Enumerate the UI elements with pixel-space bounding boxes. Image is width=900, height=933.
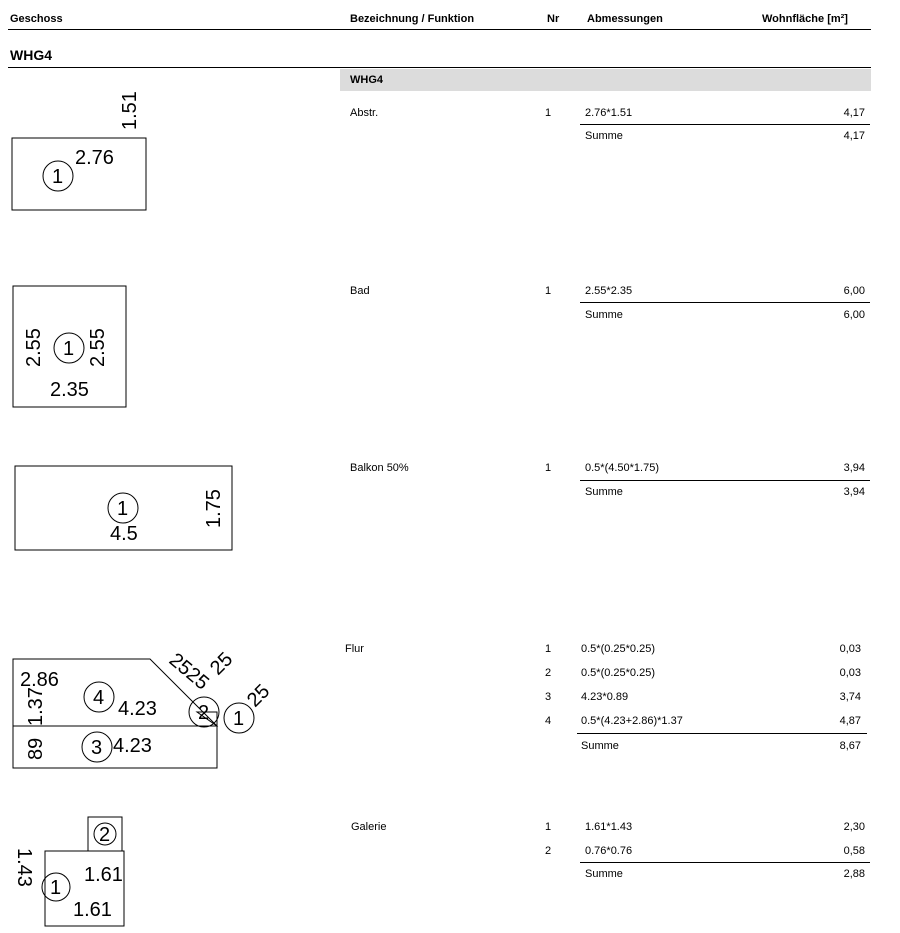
dim-bottom: 1.61 — [73, 899, 112, 921]
row-dim: 2.55*2.35 — [585, 285, 633, 297]
room-name: Flur — [345, 643, 364, 655]
dim-side-a: 1.37 — [25, 687, 47, 726]
sum-label: Summe — [585, 868, 623, 880]
sum-label: Summe — [585, 130, 623, 142]
sum-label: Summe — [581, 740, 619, 752]
row-nr: 4 — [544, 715, 552, 727]
room-marker-1-number: 1 — [50, 877, 62, 899]
row-dim: 0.5*(4.23+2.86)*1.37 — [581, 715, 683, 727]
row-area: 3,74 — [839, 691, 861, 703]
room-marker-1-number: 1 — [233, 708, 245, 730]
col-geschoss: Geschoss — [10, 13, 63, 25]
col-nr: Nr — [547, 13, 560, 25]
room-marker-number: 1 — [63, 338, 75, 360]
room-marker-2-number: 2 — [99, 824, 111, 846]
row-nr: 2 — [544, 667, 552, 679]
dim-height: 1.51 — [119, 91, 141, 130]
row-nr: 1 — [544, 821, 552, 833]
sketch-flur — [13, 648, 274, 768]
dim-top: 1.61 — [84, 864, 123, 886]
sketch-canvas — [0, 0, 330, 933]
row-area: 6,00 — [843, 285, 865, 297]
room-marker-2-number: 2 — [198, 702, 210, 724]
sum-rule — [580, 302, 870, 303]
dim-width: 2.76 — [75, 147, 114, 169]
room-marker-3-number: 3 — [91, 737, 103, 759]
sum-value: 2,88 — [843, 868, 865, 880]
section-band-label: WHG4 — [350, 74, 383, 86]
room-name: Balkon 50% — [350, 462, 409, 474]
row-dim: 4.23*0.89 — [581, 691, 629, 703]
dim-left: 2.55 — [23, 328, 45, 367]
col-bezeichnung: Bezeichnung / Funktion — [350, 13, 475, 25]
dim-side-b: 89 — [25, 737, 47, 760]
dim-w3: 4.23 — [113, 735, 152, 757]
sum-label: Summe — [585, 309, 623, 321]
row-dim: 2.76*1.51 — [585, 107, 633, 119]
sum-rule — [580, 480, 870, 481]
row-dim: 1.61*1.43 — [585, 821, 633, 833]
section-band — [340, 69, 871, 91]
row-area: 2,30 — [843, 821, 865, 833]
dim-width: 4.5 — [110, 523, 138, 545]
row-area: 0,58 — [843, 845, 865, 857]
sum-rule — [577, 733, 867, 734]
room-name: Galerie — [351, 821, 387, 833]
room-marker-number: 1 — [52, 166, 64, 188]
dim-bottom: 2.35 — [50, 379, 89, 401]
row-area: 0,03 — [839, 667, 861, 679]
section-title: WHG4 — [10, 47, 52, 63]
sum-rule — [580, 862, 870, 863]
sum-value: 6,00 — [843, 309, 865, 321]
sketch-galerie — [13, 817, 124, 926]
dim-diagonal: 2525 — [164, 648, 214, 695]
sketch-bad — [13, 286, 126, 407]
sum-rule — [580, 124, 870, 125]
row-area: 0,03 — [839, 643, 861, 655]
row-dim: 0.5*(4.50*1.75) — [585, 462, 659, 474]
sum-value: 4,17 — [843, 130, 865, 142]
row-nr: 1 — [544, 643, 552, 655]
row-nr: 2 — [544, 845, 552, 857]
row-dim: 0.5*(0.25*0.25) — [581, 643, 655, 655]
room-marker-4-number: 4 — [93, 687, 105, 709]
row-dim: 0.5*(0.25*0.25) — [581, 667, 655, 679]
sum-value: 8,67 — [839, 740, 861, 752]
row-area: 4,87 — [839, 715, 861, 727]
sum-label: Summe — [585, 486, 623, 498]
row-area: 3,94 — [843, 462, 865, 474]
dim-diagonal-2: 25 — [205, 648, 238, 680]
row-nr: 1 — [544, 285, 552, 297]
sum-value: 3,94 — [843, 486, 865, 498]
room-name: Abstr. — [350, 107, 379, 119]
dim-height: 1.75 — [203, 489, 225, 528]
dim-right: 2.55 — [87, 328, 109, 367]
row-nr: 1 — [544, 107, 552, 119]
row-dim: 0.76*0.76 — [585, 845, 633, 857]
col-wohnflaeche: Wohnfläche [m²] — [762, 13, 848, 25]
dim-small: 25 — [242, 680, 275, 712]
sketch-balkon — [15, 466, 232, 550]
sketch-abstr — [12, 91, 146, 210]
dim-side: 1.43 — [13, 848, 35, 887]
room-marker-number: 1 — [117, 498, 129, 520]
col-abmessungen: Abmessungen — [587, 13, 663, 25]
dim-top-left: 2.86 — [20, 669, 59, 691]
row-area: 4,17 — [843, 107, 865, 119]
row-nr: 3 — [544, 691, 552, 703]
dim-w4: 4.23 — [118, 698, 157, 720]
room-name: Bad — [350, 285, 370, 297]
row-nr: 1 — [544, 462, 552, 474]
